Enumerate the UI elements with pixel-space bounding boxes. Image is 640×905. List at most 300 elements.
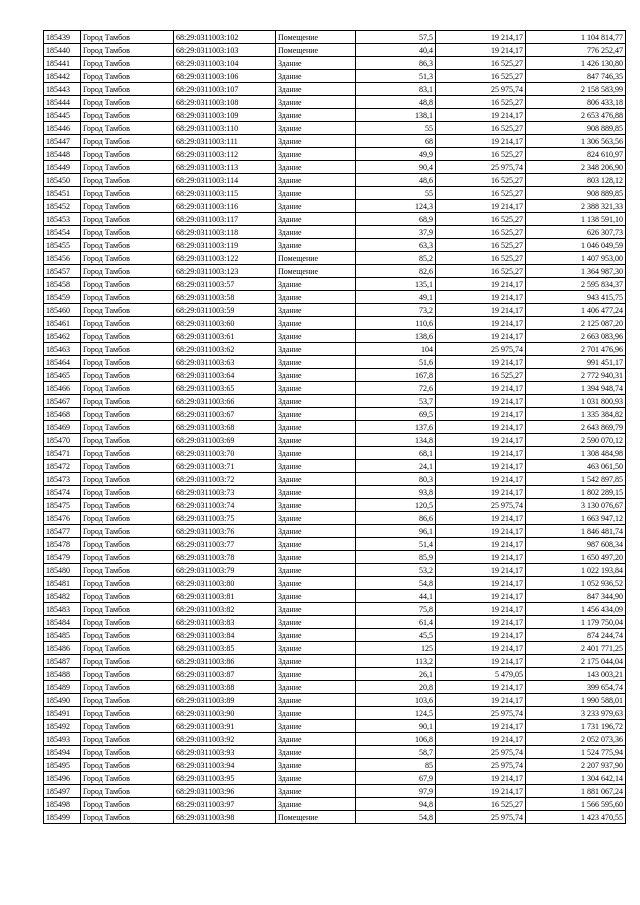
- table-row: [44, 213, 626, 226]
- city-cell: Город Тамбов: [81, 304, 174, 317]
- cadastral-number-cell: 68:29:0311003:81: [174, 590, 276, 603]
- area-cell: 44,1: [356, 590, 436, 603]
- area-cell: 53,7: [356, 395, 436, 408]
- city-cell: Город Тамбов: [81, 551, 174, 564]
- object-type-cell: Здание: [276, 70, 356, 83]
- row-number-cell: 185480: [44, 564, 81, 577]
- object-type-cell: Здание: [276, 512, 356, 525]
- object-type-cell: Помещение: [276, 44, 356, 57]
- city-cell: Город Тамбов: [81, 447, 174, 460]
- row-number-cell: 185473: [44, 473, 81, 486]
- specific-value-cell: 25 975,74: [436, 343, 526, 356]
- area-cell: 86,3: [356, 57, 436, 70]
- cadastral-number-cell: 68:29:0311003:116: [174, 200, 276, 213]
- city-cell: Город Тамбов: [81, 733, 174, 746]
- specific-value-cell: 19 214,17: [436, 31, 526, 44]
- specific-value-cell: 19 214,17: [436, 473, 526, 486]
- object-type-cell: Здание: [276, 434, 356, 447]
- city-cell: Город Тамбов: [81, 174, 174, 187]
- table-row: [44, 408, 626, 421]
- area-cell: 68,9: [356, 213, 436, 226]
- city-cell: Город Тамбов: [81, 564, 174, 577]
- city-cell: Город Тамбов: [81, 629, 174, 642]
- city-cell: Город Тамбов: [81, 135, 174, 148]
- cadastral-number-cell: 68:29:0311003:77: [174, 538, 276, 551]
- table-row: [44, 668, 626, 681]
- row-number-cell: 185460: [44, 304, 81, 317]
- table-row: [44, 811, 626, 824]
- table-row: [44, 330, 626, 343]
- row-number-cell: 185469: [44, 421, 81, 434]
- city-cell: Город Тамбов: [81, 772, 174, 785]
- cadastral-value-cell: 1 423 470,55: [526, 811, 626, 824]
- specific-value-cell: 19 214,17: [436, 486, 526, 499]
- object-type-cell: Здание: [276, 356, 356, 369]
- object-type-cell: Здание: [276, 174, 356, 187]
- object-type-cell: Здание: [276, 772, 356, 785]
- cadastral-value-cell: 806 433,18: [526, 96, 626, 109]
- table-row: [44, 733, 626, 746]
- table-row: [44, 70, 626, 83]
- table-row: [44, 694, 626, 707]
- city-cell: Город Тамбов: [81, 421, 174, 434]
- table-row: [44, 421, 626, 434]
- cadastral-value-cell: 2 348 206,90: [526, 161, 626, 174]
- row-number-cell: 185497: [44, 785, 81, 798]
- object-type-cell: Здание: [276, 213, 356, 226]
- object-type-cell: Здание: [276, 681, 356, 694]
- row-number-cell: 185476: [44, 512, 81, 525]
- area-cell: 68,1: [356, 447, 436, 460]
- city-cell: Город Тамбов: [81, 369, 174, 382]
- area-cell: 51,6: [356, 356, 436, 369]
- object-type-cell: Здание: [276, 369, 356, 382]
- specific-value-cell: 16 525,27: [436, 265, 526, 278]
- table-row: [44, 148, 626, 161]
- table-row: [44, 538, 626, 551]
- area-cell: 26,1: [356, 668, 436, 681]
- cadastral-value-cell: 143 003,21: [526, 668, 626, 681]
- cadastral-value-cell: 1 364 987,30: [526, 265, 626, 278]
- city-cell: Город Тамбов: [81, 434, 174, 447]
- cadastral-number-cell: 68:29:0311003:106: [174, 70, 276, 83]
- table-row: [44, 707, 626, 720]
- cadastral-value-cell: 1 650 497,20: [526, 551, 626, 564]
- object-type-cell: Здание: [276, 122, 356, 135]
- city-cell: Город Тамбов: [81, 57, 174, 70]
- area-cell: 96,1: [356, 525, 436, 538]
- cadastral-number-cell: 68:29:0311003:108: [174, 96, 276, 109]
- cadastral-value-cell: 2 772 940,31: [526, 369, 626, 382]
- cadastral-number-cell: 68:29:0311003:94: [174, 759, 276, 772]
- area-cell: 138,1: [356, 109, 436, 122]
- row-number-cell: 185481: [44, 577, 81, 590]
- specific-value-cell: 25 975,74: [436, 707, 526, 720]
- object-type-cell: Здание: [276, 161, 356, 174]
- row-number-cell: 185466: [44, 382, 81, 395]
- cadastral-value-cell: 803 128,12: [526, 174, 626, 187]
- row-number-cell: 185489: [44, 681, 81, 694]
- specific-value-cell: 19 214,17: [436, 447, 526, 460]
- row-number-cell: 185478: [44, 538, 81, 551]
- specific-value-cell: 16 525,27: [436, 57, 526, 70]
- area-cell: 167,8: [356, 369, 436, 382]
- row-number-cell: 185498: [44, 798, 81, 811]
- object-type-cell: Здание: [276, 278, 356, 291]
- table-row: [44, 109, 626, 122]
- table-row: [44, 369, 626, 382]
- area-cell: 48,8: [356, 96, 436, 109]
- area-cell: 135,1: [356, 278, 436, 291]
- row-number-cell: 185455: [44, 239, 81, 252]
- table-row: [44, 629, 626, 642]
- cadastral-number-cell: 68:29:0311003:111: [174, 135, 276, 148]
- area-cell: 68: [356, 135, 436, 148]
- table-row: [44, 460, 626, 473]
- object-type-cell: Здание: [276, 616, 356, 629]
- object-type-cell: Здание: [276, 668, 356, 681]
- row-number-cell: 185448: [44, 148, 81, 161]
- object-type-cell: Здание: [276, 460, 356, 473]
- area-cell: 75,8: [356, 603, 436, 616]
- row-number-cell: 185482: [44, 590, 81, 603]
- table-row: [44, 642, 626, 655]
- area-cell: 93,8: [356, 486, 436, 499]
- object-type-cell: Здание: [276, 629, 356, 642]
- area-cell: 57,5: [356, 31, 436, 44]
- area-cell: 24,1: [356, 460, 436, 473]
- cadastral-value-cell: 1 052 936,52: [526, 577, 626, 590]
- specific-value-cell: 19 214,17: [436, 135, 526, 148]
- cadastral-value-cell: 1 731 196,72: [526, 720, 626, 733]
- table-row: [44, 187, 626, 200]
- row-number-cell: 185477: [44, 525, 81, 538]
- object-type-cell: Здание: [276, 421, 356, 434]
- object-type-cell: Здание: [276, 291, 356, 304]
- cadastral-number-cell: 68:29:0311003:114: [174, 174, 276, 187]
- cadastral-number-cell: 68:29:0311003:62: [174, 343, 276, 356]
- cadastral-value-cell: 1 022 193,84: [526, 564, 626, 577]
- cadastral-value-cell: 2 207 937,90: [526, 759, 626, 772]
- area-cell: 69,5: [356, 408, 436, 421]
- row-number-cell: 185445: [44, 109, 81, 122]
- city-cell: Город Тамбов: [81, 603, 174, 616]
- object-type-cell: Здание: [276, 226, 356, 239]
- city-cell: Город Тамбов: [81, 278, 174, 291]
- table-row: [44, 96, 626, 109]
- city-cell: Город Тамбов: [81, 785, 174, 798]
- cadastral-value-cell: 1 394 948,74: [526, 382, 626, 395]
- table-row: [44, 434, 626, 447]
- cadastral-value-cell: 1 104 814,77: [526, 31, 626, 44]
- area-cell: 48,6: [356, 174, 436, 187]
- cadastral-value-cell: 1 426 130,80: [526, 57, 626, 70]
- object-type-cell: Здание: [276, 330, 356, 343]
- area-cell: 61,4: [356, 616, 436, 629]
- object-type-cell: Здание: [276, 551, 356, 564]
- specific-value-cell: 19 214,17: [436, 408, 526, 421]
- specific-value-cell: 16 525,27: [436, 187, 526, 200]
- area-cell: 94,8: [356, 798, 436, 811]
- table-row: [44, 278, 626, 291]
- cadastral-number-cell: 68:29:0311003:69: [174, 434, 276, 447]
- city-cell: Город Тамбов: [81, 109, 174, 122]
- table-row: [44, 161, 626, 174]
- city-cell: Город Тамбов: [81, 616, 174, 629]
- cadastral-number-cell: 68:29:0311003:89: [174, 694, 276, 707]
- row-number-cell: 185475: [44, 499, 81, 512]
- table-row: [44, 564, 626, 577]
- object-type-cell: Здание: [276, 109, 356, 122]
- specific-value-cell: 19 214,17: [436, 291, 526, 304]
- cadastral-number-cell: 68:29:0311003:115: [174, 187, 276, 200]
- specific-value-cell: 19 214,17: [436, 395, 526, 408]
- table-body: [44, 31, 626, 824]
- cadastral-value-cell: 847 746,35: [526, 70, 626, 83]
- specific-value-cell: 19 214,17: [436, 330, 526, 343]
- row-number-cell: 185474: [44, 486, 81, 499]
- cadastral-number-cell: 68:29:0311003:110: [174, 122, 276, 135]
- cadastral-value-cell: 1 031 800,93: [526, 395, 626, 408]
- cadastral-value-cell: 2 643 869,79: [526, 421, 626, 434]
- specific-value-cell: 19 214,17: [436, 356, 526, 369]
- cadastral-number-cell: 68:29:0311003:60: [174, 317, 276, 330]
- city-cell: Город Тамбов: [81, 161, 174, 174]
- object-type-cell: Здание: [276, 538, 356, 551]
- row-number-cell: 185487: [44, 655, 81, 668]
- table-row: [44, 759, 626, 772]
- object-type-cell: Здание: [276, 96, 356, 109]
- area-cell: 124,3: [356, 200, 436, 213]
- area-cell: 83,1: [356, 83, 436, 96]
- specific-value-cell: 19 214,17: [436, 785, 526, 798]
- area-cell: 73,2: [356, 304, 436, 317]
- table-row: [44, 83, 626, 96]
- cadastral-number-cell: 68:29:0311003:118: [174, 226, 276, 239]
- cadastral-value-cell: 2 663 083,96: [526, 330, 626, 343]
- city-cell: Город Тамбов: [81, 798, 174, 811]
- cadastral-value-cell: 847 344,90: [526, 590, 626, 603]
- cadastral-number-cell: 68:29:0311003:88: [174, 681, 276, 694]
- specific-value-cell: 19 214,17: [436, 304, 526, 317]
- table-row: [44, 447, 626, 460]
- cadastral-number-cell: 68:29:0311003:76: [174, 525, 276, 538]
- cadastral-value-cell: 1 456 434,09: [526, 603, 626, 616]
- area-cell: 138,6: [356, 330, 436, 343]
- cadastral-number-cell: 68:29:0311003:104: [174, 57, 276, 70]
- area-cell: 54,8: [356, 577, 436, 590]
- table-row: [44, 57, 626, 70]
- cadastral-value-cell: 874 244,74: [526, 629, 626, 642]
- table-row: [44, 265, 626, 278]
- cadastral-value-cell: 1 308 484,98: [526, 447, 626, 460]
- specific-value-cell: 19 214,17: [436, 642, 526, 655]
- object-type-cell: Здание: [276, 564, 356, 577]
- area-cell: 80,3: [356, 473, 436, 486]
- row-number-cell: 185444: [44, 96, 81, 109]
- object-type-cell: Помещение: [276, 265, 356, 278]
- area-cell: 67,9: [356, 772, 436, 785]
- row-number-cell: 185491: [44, 707, 81, 720]
- table-row: [44, 356, 626, 369]
- cadastral-number-cell: 68:29:0311003:82: [174, 603, 276, 616]
- specific-value-cell: 19 214,17: [436, 421, 526, 434]
- row-number-cell: 185483: [44, 603, 81, 616]
- city-cell: Город Тамбов: [81, 213, 174, 226]
- cadastral-number-cell: 68:29:0311003:63: [174, 356, 276, 369]
- row-number-cell: 185496: [44, 772, 81, 785]
- city-cell: Город Тамбов: [81, 96, 174, 109]
- cadastral-number-cell: 68:29:0311003:91: [174, 720, 276, 733]
- row-number-cell: 185452: [44, 200, 81, 213]
- cadastral-number-cell: 68:29:0311003:117: [174, 213, 276, 226]
- row-number-cell: 185449: [44, 161, 81, 174]
- object-type-cell: Здание: [276, 382, 356, 395]
- table-row: [44, 603, 626, 616]
- specific-value-cell: 25 975,74: [436, 161, 526, 174]
- row-number-cell: 185485: [44, 629, 81, 642]
- cadastral-value-cell: 1 802 289,15: [526, 486, 626, 499]
- city-cell: Город Тамбов: [81, 200, 174, 213]
- area-cell: 124,5: [356, 707, 436, 720]
- cadastral-value-cell: 626 307,73: [526, 226, 626, 239]
- row-number-cell: 185451: [44, 187, 81, 200]
- cadastral-number-cell: 68:29:0311003:98: [174, 811, 276, 824]
- object-type-cell: Здание: [276, 707, 356, 720]
- city-cell: Город Тамбов: [81, 720, 174, 733]
- object-type-cell: Здание: [276, 499, 356, 512]
- specific-value-cell: 19 214,17: [436, 694, 526, 707]
- cadastral-value-cell: 908 889,85: [526, 122, 626, 135]
- specific-value-cell: 19 214,17: [436, 681, 526, 694]
- object-type-cell: Здание: [276, 473, 356, 486]
- cadastral-value-cell: 943 415,75: [526, 291, 626, 304]
- cadastral-value-cell: 2 595 834,37: [526, 278, 626, 291]
- area-cell: 134,8: [356, 434, 436, 447]
- row-number-cell: 185468: [44, 408, 81, 421]
- specific-value-cell: 19 214,17: [436, 772, 526, 785]
- row-number-cell: 185441: [44, 57, 81, 70]
- table-row: [44, 512, 626, 525]
- city-cell: Город Тамбов: [81, 642, 174, 655]
- city-cell: Город Тамбов: [81, 31, 174, 44]
- area-cell: 90,4: [356, 161, 436, 174]
- cadastral-number-cell: 68:29:0311003:123: [174, 265, 276, 278]
- object-type-cell: Здание: [276, 486, 356, 499]
- city-cell: Город Тамбов: [81, 317, 174, 330]
- specific-value-cell: 16 525,27: [436, 252, 526, 265]
- area-cell: 106,8: [356, 733, 436, 746]
- row-number-cell: 185467: [44, 395, 81, 408]
- table-row: [44, 395, 626, 408]
- object-type-cell: Здание: [276, 590, 356, 603]
- object-type-cell: Здание: [276, 746, 356, 759]
- table-row: [44, 252, 626, 265]
- row-number-cell: 185472: [44, 460, 81, 473]
- city-cell: Город Тамбов: [81, 291, 174, 304]
- specific-value-cell: 19 214,17: [436, 278, 526, 291]
- specific-value-cell: 19 214,17: [436, 551, 526, 564]
- table-row: [44, 785, 626, 798]
- table-row: [44, 304, 626, 317]
- city-cell: Город Тамбов: [81, 759, 174, 772]
- cadastral-number-cell: 68:29:0311003:80: [174, 577, 276, 590]
- table-row: [44, 577, 626, 590]
- specific-value-cell: 19 214,17: [436, 317, 526, 330]
- row-number-cell: 185456: [44, 252, 81, 265]
- table-row: [44, 135, 626, 148]
- specific-value-cell: 16 525,27: [436, 226, 526, 239]
- cadastral-number-cell: 68:29:0311003:96: [174, 785, 276, 798]
- cadastral-value-cell: 1 138 591,10: [526, 213, 626, 226]
- specific-value-cell: 19 214,17: [436, 720, 526, 733]
- specific-value-cell: 19 214,17: [436, 577, 526, 590]
- cadastral-number-cell: 68:29:0311003:73: [174, 486, 276, 499]
- cadastral-number-cell: 68:29:0311003:74: [174, 499, 276, 512]
- specific-value-cell: 25 975,74: [436, 759, 526, 772]
- row-number-cell: 185461: [44, 317, 81, 330]
- row-number-cell: 185465: [44, 369, 81, 382]
- specific-value-cell: 19 214,17: [436, 616, 526, 629]
- city-cell: Город Тамбов: [81, 382, 174, 395]
- area-cell: 37,9: [356, 226, 436, 239]
- object-type-cell: Здание: [276, 304, 356, 317]
- cadastral-value-cell: 1 407 953,00: [526, 252, 626, 265]
- row-number-cell: 185459: [44, 291, 81, 304]
- table-row: [44, 291, 626, 304]
- specific-value-cell: 19 214,17: [436, 460, 526, 473]
- table-row: [44, 499, 626, 512]
- city-cell: Город Тамбов: [81, 486, 174, 499]
- specific-value-cell: 16 525,27: [436, 122, 526, 135]
- cadastral-value-cell: 1 046 049,59: [526, 239, 626, 252]
- city-cell: Город Тамбов: [81, 226, 174, 239]
- specific-value-cell: 25 975,74: [436, 499, 526, 512]
- area-cell: 90,1: [356, 720, 436, 733]
- cadastral-number-cell: 68:29:0311003:72: [174, 473, 276, 486]
- cadastral-value-cell: 1 179 750,04: [526, 616, 626, 629]
- cadastral-number-cell: 68:29:0311003:58: [174, 291, 276, 304]
- city-cell: Город Тамбов: [81, 694, 174, 707]
- row-number-cell: 185439: [44, 31, 81, 44]
- cadastral-number-cell: 68:29:0311003:122: [174, 252, 276, 265]
- row-number-cell: 185486: [44, 642, 81, 655]
- specific-value-cell: 19 214,17: [436, 538, 526, 551]
- object-type-cell: Здание: [276, 135, 356, 148]
- area-cell: 86,6: [356, 512, 436, 525]
- table-row: [44, 174, 626, 187]
- row-number-cell: 185493: [44, 733, 81, 746]
- city-cell: Город Тамбов: [81, 408, 174, 421]
- cadastral-number-cell: 68:29:0311003:83: [174, 616, 276, 629]
- table-row: [44, 343, 626, 356]
- city-cell: Город Тамбов: [81, 148, 174, 161]
- city-cell: Город Тамбов: [81, 655, 174, 668]
- specific-value-cell: 19 214,17: [436, 564, 526, 577]
- row-number-cell: 185494: [44, 746, 81, 759]
- table-row: [44, 31, 626, 44]
- table-row: [44, 473, 626, 486]
- cadastral-value-cell: 3 233 979,63: [526, 707, 626, 720]
- cadastral-number-cell: 68:29:0311003:93: [174, 746, 276, 759]
- cadastral-number-cell: 68:29:0311003:113: [174, 161, 276, 174]
- specific-value-cell: 25 975,74: [436, 811, 526, 824]
- city-cell: Город Тамбов: [81, 395, 174, 408]
- table-row: [44, 616, 626, 629]
- city-cell: Город Тамбов: [81, 187, 174, 200]
- cadastral-number-cell: 68:29:0311003:95: [174, 772, 276, 785]
- city-cell: Город Тамбов: [81, 330, 174, 343]
